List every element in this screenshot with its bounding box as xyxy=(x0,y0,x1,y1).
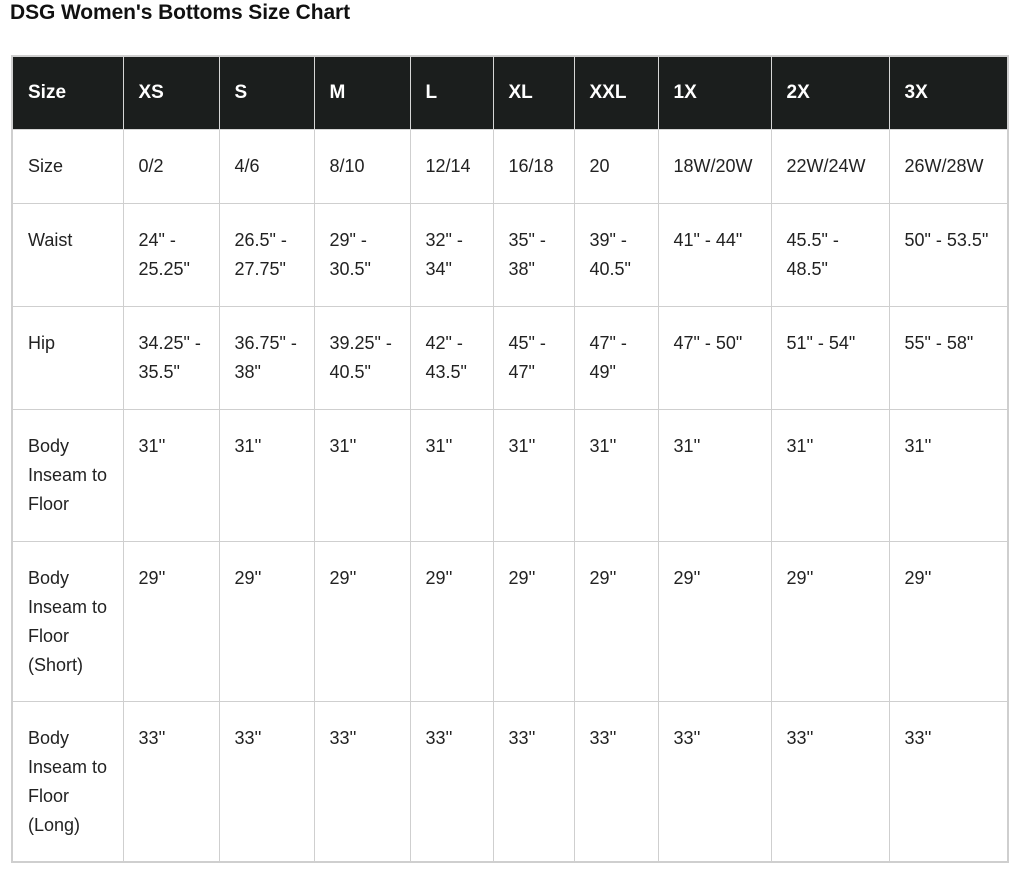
row-label: Size xyxy=(12,130,123,204)
table-cell: 8/10 xyxy=(314,130,410,204)
table-cell: 33'' xyxy=(410,702,493,863)
table-cell: 24" - 25.25" xyxy=(123,204,219,307)
header-cell-m: M xyxy=(314,56,410,130)
table-row-waist xyxy=(12,204,1008,307)
table-cell: 32" - 34" xyxy=(410,204,493,307)
header-row xyxy=(12,56,1008,130)
row-label: Body Inseam to Floor (Long) xyxy=(12,702,123,863)
table-cell: 31'' xyxy=(219,410,314,542)
table-cell: 31'' xyxy=(889,410,1008,542)
table-cell: 50" - 53.5" xyxy=(889,204,1008,307)
table-cell: 47" - 49" xyxy=(574,307,658,410)
table-cell: 29'' xyxy=(219,542,314,702)
table-cell: 33'' xyxy=(493,702,574,863)
table-cell: 20 xyxy=(574,130,658,204)
table-row-inseam-long xyxy=(12,702,1008,863)
table-cell: 26.5" - 27.75" xyxy=(219,204,314,307)
table-cell: 26W/28W xyxy=(889,130,1008,204)
row-label: Hip xyxy=(12,307,123,410)
header-cell-xs: XS xyxy=(123,56,219,130)
table-cell: 41" - 44" xyxy=(658,204,771,307)
table-cell: 16/18 xyxy=(493,130,574,204)
table-row-size xyxy=(12,130,1008,204)
table-cell: 33'' xyxy=(889,702,1008,863)
header-cell-3x: 3X xyxy=(889,56,1008,130)
table-cell: 29'' xyxy=(410,542,493,702)
table-cell: 29'' xyxy=(314,542,410,702)
table-cell: 42" - 43.5" xyxy=(410,307,493,410)
table-cell: 31'' xyxy=(658,410,771,542)
table-cell: 34.25" - 35.5" xyxy=(123,307,219,410)
header-cell-s: S xyxy=(219,56,314,130)
header-cell-xl: XL xyxy=(493,56,574,130)
table-cell: 35" - 38" xyxy=(493,204,574,307)
table-row-inseam-short xyxy=(12,542,1008,702)
table-cell: 31'' xyxy=(493,410,574,542)
table-cell: 36.75" - 38" xyxy=(219,307,314,410)
table-cell: 33'' xyxy=(771,702,889,863)
header-cell-xxl: XXL xyxy=(574,56,658,130)
table-cell: 29'' xyxy=(123,542,219,702)
table-cell: 22W/24W xyxy=(771,130,889,204)
header-cell-l: L xyxy=(410,56,493,130)
table-cell: 45.5" - 48.5" xyxy=(771,204,889,307)
table-cell: 39" - 40.5" xyxy=(574,204,658,307)
header-cell-1x: 1X xyxy=(658,56,771,130)
table-cell: 31'' xyxy=(314,410,410,542)
table-cell: 47" - 50" xyxy=(658,307,771,410)
table-cell: 31'' xyxy=(410,410,493,542)
table-cell: 55" - 58" xyxy=(889,307,1008,410)
table-row-hip xyxy=(12,307,1008,410)
table-cell: 29" - 30.5" xyxy=(314,204,410,307)
header-cell-2x: 2X xyxy=(771,56,889,130)
table-cell: 29'' xyxy=(658,542,771,702)
table-cell: 45" - 47" xyxy=(493,307,574,410)
table-cell: 51" - 54" xyxy=(771,307,889,410)
table-cell: 18W/20W xyxy=(658,130,771,204)
row-label: Body Inseam to Floor (Short) xyxy=(12,542,123,702)
table-row-inseam xyxy=(12,410,1008,542)
table-cell: 33'' xyxy=(658,702,771,863)
header-cell-size: Size xyxy=(12,56,123,130)
table-cell: 12/14 xyxy=(410,130,493,204)
row-label: Waist xyxy=(12,204,123,307)
table-cell: 4/6 xyxy=(219,130,314,204)
table-cell: 33'' xyxy=(314,702,410,863)
table-cell: 33'' xyxy=(219,702,314,863)
table-cell: 0/2 xyxy=(123,130,219,204)
table-cell: 31'' xyxy=(574,410,658,542)
table-cell: 29'' xyxy=(771,542,889,702)
table-cell: 29'' xyxy=(493,542,574,702)
table-cell: 33'' xyxy=(574,702,658,863)
table-cell: 31'' xyxy=(771,410,889,542)
table-cell: 29'' xyxy=(889,542,1008,702)
row-label: Body Inseam to Floor xyxy=(12,410,123,542)
table-cell: 31'' xyxy=(123,410,219,542)
table-cell: 33'' xyxy=(123,702,219,863)
size-chart-table xyxy=(11,55,1009,863)
table-cell: 29'' xyxy=(574,542,658,702)
page-title: DSG Women's Bottoms Size Chart xyxy=(10,1,350,24)
table-cell: 39.25" - 40.5" xyxy=(314,307,410,410)
